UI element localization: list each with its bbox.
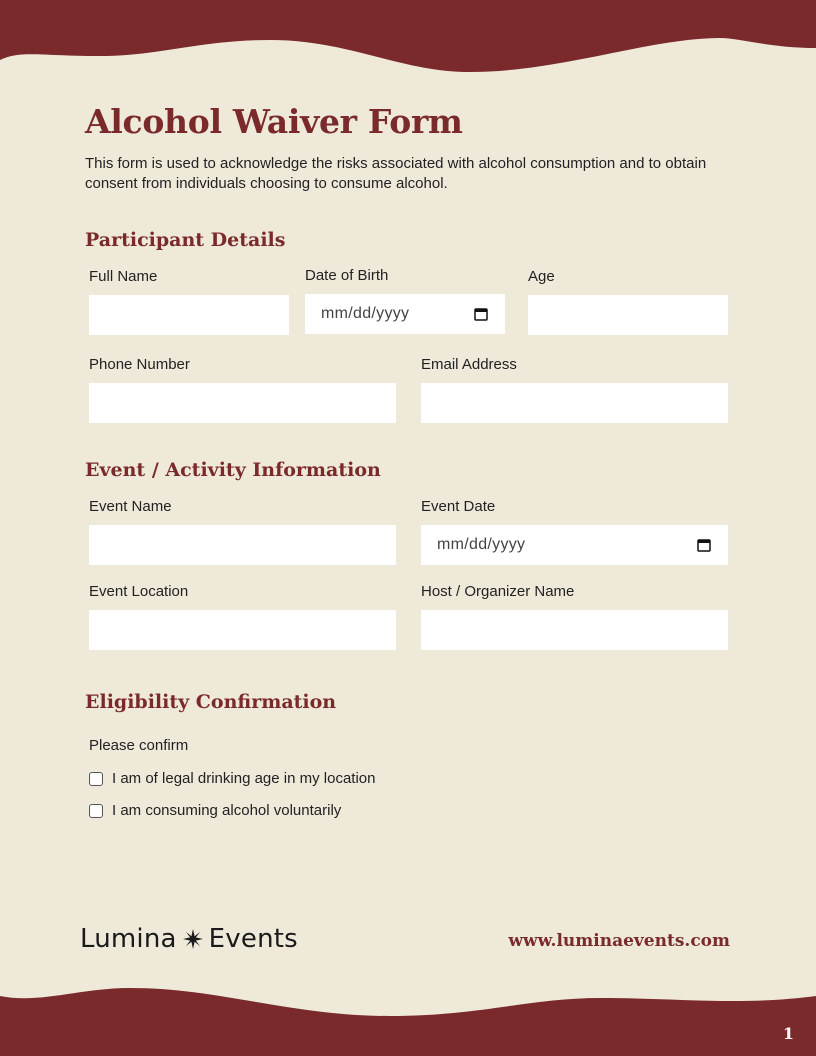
calendar-icon[interactable] [473,306,489,322]
calendar-icon[interactable] [696,537,712,553]
email-address-label: Email Address [421,356,517,373]
host-organizer-label: Host / Organizer Name [421,583,575,600]
event-name-field [89,498,396,565]
voluntary-checkbox-label[interactable]: I am consuming alcohol voluntarily [112,802,342,819]
phone-number-label: Phone Number [89,356,190,373]
email-address-field [421,356,728,423]
host-organizer-field [421,583,728,650]
page-number: 1 [782,1024,794,1043]
legal-age-checkbox-label[interactable]: I am of legal drinking age in my location [112,770,376,787]
top-wave-decoration [0,0,816,80]
page-title: Alcohol Waiver Form [85,102,463,141]
legal-age-checkbox[interactable] [89,772,103,786]
event-location-input[interactable] [89,610,396,650]
star-icon [183,929,203,949]
participant-details-heading: Participant Details [85,229,286,251]
host-organizer-input[interactable] [421,610,728,650]
logo-text-right: Events [208,924,298,954]
date-of-birth-label: Date of Birth [305,267,389,284]
phone-number-field [89,356,396,423]
phone-number-input[interactable] [89,383,396,423]
bottom-wave-decoration [0,976,816,1056]
age-field [528,268,728,335]
full-name-field [89,268,289,335]
full-name-label: Full Name [89,268,158,285]
event-date-field [421,498,728,565]
event-information-heading: Event / Activity Information [85,459,381,481]
legal-age-checkbox-row[interactable] [89,770,375,787]
event-name-input[interactable] [89,525,396,565]
age-label: Age [528,268,555,285]
date-of-birth-placeholder: mm/dd/yyyy [321,305,410,322]
eligibility-confirmation-heading: Eligibility Confirmation [85,691,337,713]
website-link[interactable]: www.luminaevents.com [508,931,730,951]
email-address-input[interactable] [421,383,728,423]
event-name-label: Event Name [89,498,172,515]
voluntary-checkbox-row[interactable] [89,802,341,819]
full-name-input[interactable] [89,295,289,335]
event-date-placeholder: mm/dd/yyyy [437,536,526,553]
event-location-field [89,583,396,650]
intro-text: This form is used to acknowledge the risks associated with alcohol consumption and to obtain consent from individuals choosing to consume alcohol. [85,155,707,192]
lumina-events-logo [80,924,298,954]
voluntary-checkbox[interactable] [89,804,103,818]
event-date-label: Event Date [421,498,496,515]
event-location-label: Event Location [89,583,189,600]
date-of-birth-field [305,267,505,334]
please-confirm-label: Please confirm [89,737,189,754]
event-date-input[interactable] [421,525,728,565]
logo-text-left: Lumina [80,924,177,954]
date-of-birth-input[interactable] [305,294,505,334]
age-input[interactable] [528,295,728,335]
